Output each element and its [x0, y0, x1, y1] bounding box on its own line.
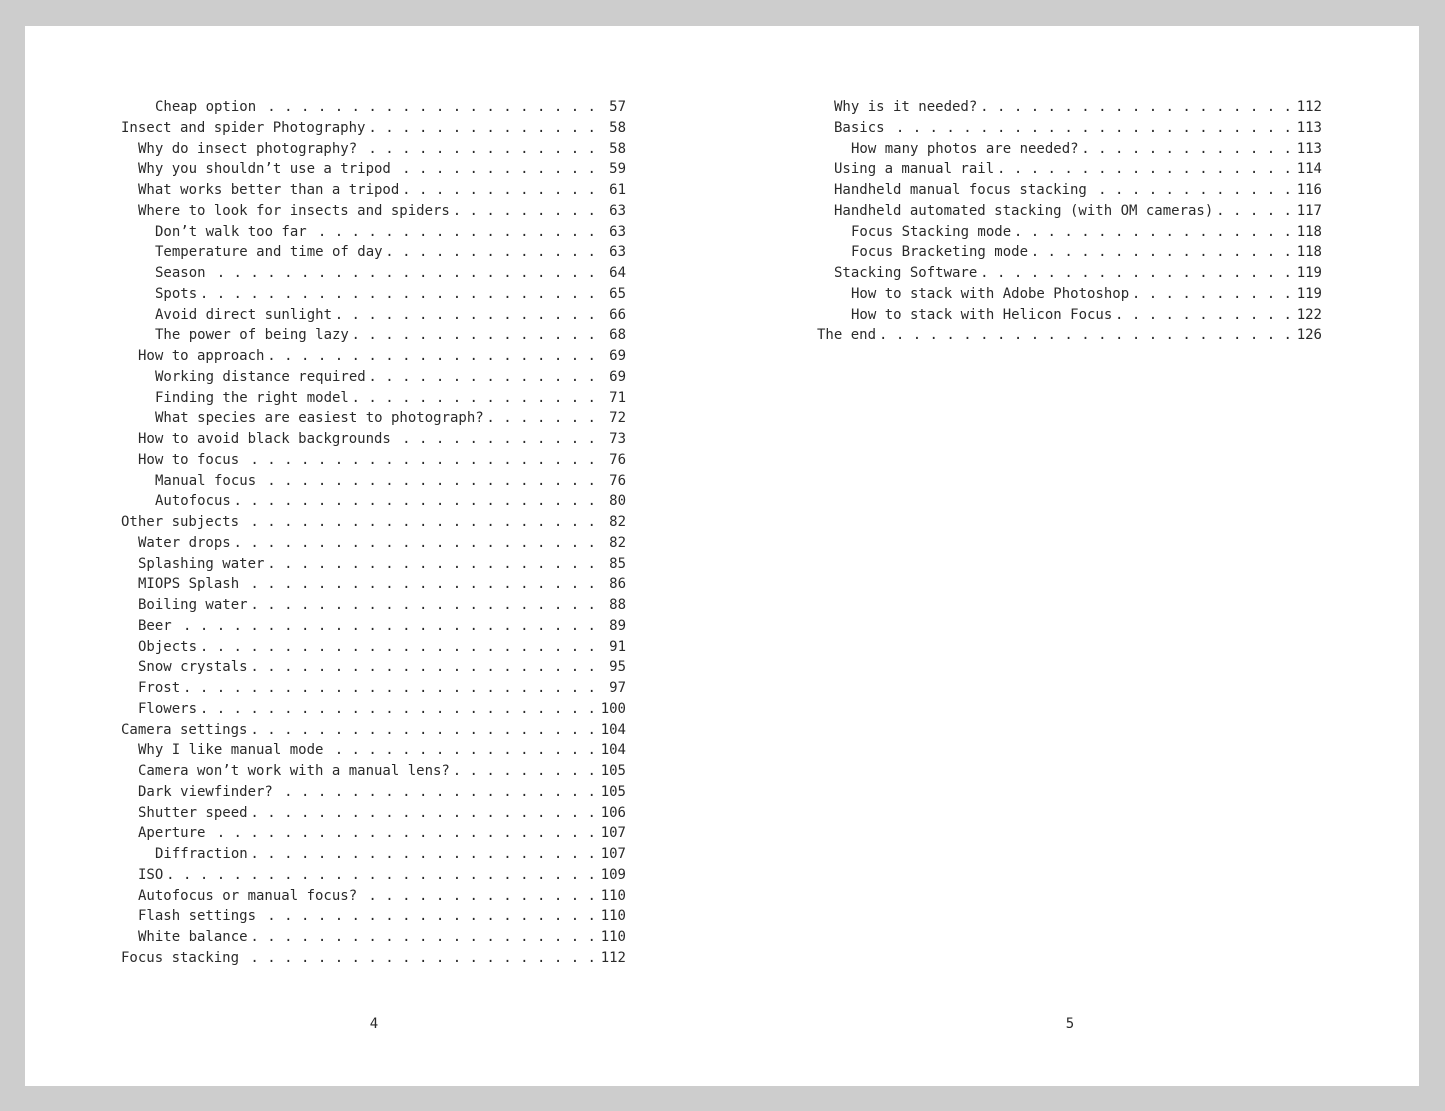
dot-leader [210, 263, 596, 284]
toc-entry-page-number: 97 [609, 680, 626, 696]
toc-entry-title: Manual focus [155, 472, 257, 489]
toc-entry-title: How to stack with Adobe Photoshop [851, 285, 1130, 302]
toc-entry-title: Other subjects [121, 514, 240, 530]
dot-leader [201, 699, 596, 720]
toc-entry [121, 574, 626, 595]
toc-entry [121, 844, 626, 865]
dot-leader [488, 408, 596, 429]
toc-entry [121, 823, 626, 844]
dot-leader [252, 657, 596, 678]
toc-entry-title: Flowers [138, 700, 198, 717]
dot-leader [235, 533, 596, 554]
toc-entry [121, 906, 626, 927]
toc-entry-title: Why is it needed? [834, 99, 978, 115]
toc-entry-page-number: 64 [609, 265, 626, 281]
toc-entry-page-number: 100 [600, 700, 626, 717]
toc-entry-page-number: 126 [1296, 327, 1322, 344]
page-number-right: 5 [1065, 1016, 1075, 1032]
toc-entry [121, 367, 626, 388]
toc-entry-page-number: 69 [609, 348, 626, 364]
toc-entry-page-number: 113 [1296, 119, 1322, 136]
dot-leader [243, 450, 596, 471]
toc-entry-title: The power of being lazy [155, 327, 349, 344]
toc-entry-page-number: 57 [609, 99, 626, 115]
toc-entry [121, 242, 626, 263]
toc-entry-title: Focus Bracketing mode [851, 244, 1029, 261]
toc-entry-title: Basics [834, 119, 885, 136]
toc-entry-title: ISO [138, 866, 164, 883]
toc-entry-title: How to focus [138, 451, 240, 468]
toc-entry [817, 284, 1322, 305]
toc-entry [121, 450, 626, 471]
toc-entry-title: Why do insect photography? [138, 140, 358, 157]
toc-entry [121, 740, 626, 761]
toc-entry [121, 637, 626, 658]
toc-entry [817, 201, 1322, 222]
toc-entry-title: Focus stacking [121, 949, 240, 966]
toc-entry-title: Camera won’t work with a manual lens? [138, 763, 450, 779]
toc-entry-page-number: 76 [609, 472, 626, 489]
toc-entry-page-number: 88 [609, 597, 626, 613]
toc-entry-title: Spots [155, 285, 198, 302]
toc-entry [121, 865, 626, 886]
dot-leader [252, 803, 596, 824]
toc-entry-title: What works better than a tripod [138, 182, 400, 198]
toc-entry-page-number: 105 [600, 783, 626, 800]
dot-leader [327, 740, 596, 761]
toc-entry-title: Don’t walk too far [155, 223, 307, 240]
dot-leader [889, 118, 1292, 139]
toc-entry-page-number: 68 [609, 327, 626, 344]
toc-entry [817, 180, 1322, 201]
toc-entry [121, 595, 626, 616]
toc-entry [121, 159, 626, 180]
toc-entry [121, 699, 626, 720]
dot-leader [243, 512, 596, 533]
dot-leader [981, 97, 1292, 118]
dot-leader [353, 325, 596, 346]
toc-entry-title: Water drops [138, 534, 231, 551]
toc-entry-page-number: 107 [600, 846, 626, 862]
toc-entry-page-number: 85 [609, 555, 626, 572]
toc-entry-page-number: 63 [609, 202, 626, 219]
toc-entry [817, 263, 1322, 284]
toc-entry-title: The end [817, 327, 877, 344]
toc-entry-title: Boiling water [138, 597, 248, 613]
toc-entry [817, 222, 1322, 243]
toc-entry [121, 118, 626, 139]
book-spread [25, 26, 1419, 1086]
dot-leader [880, 325, 1292, 346]
toc-entry [121, 616, 626, 637]
dot-leader [395, 159, 596, 180]
toc-entry [121, 284, 626, 305]
toc-entry-page-number: 71 [609, 389, 626, 406]
toc-entry-page-number: 73 [609, 431, 626, 447]
toc-entry-title: How to approach [138, 348, 265, 364]
toc-entry-page-number: 112 [1296, 99, 1322, 115]
dot-leader [260, 471, 596, 492]
toc-entry [121, 657, 626, 678]
toc-entry-page-number: 110 [600, 908, 626, 925]
dot-leader [361, 886, 596, 907]
toc-entry [121, 782, 626, 803]
toc-entry-page-number: 116 [1296, 182, 1322, 198]
dot-leader [251, 720, 596, 741]
toc-entry-title: Autofocus [155, 493, 231, 510]
toc-entry [121, 554, 626, 575]
toc-entry-page-number: 66 [609, 306, 626, 323]
toc-entry [817, 242, 1322, 263]
dot-leader [370, 367, 596, 388]
toc-entry-page-number: 112 [600, 949, 626, 966]
toc-entry-page-number: 58 [609, 119, 626, 136]
toc-entry-page-number: 118 [1296, 244, 1322, 261]
toc-entry-page-number: 82 [609, 534, 626, 551]
dot-leader [1083, 139, 1292, 160]
dot-leader [998, 159, 1292, 180]
toc-entry-title: How to avoid black backgrounds [138, 431, 391, 447]
toc-entry-page-number: 105 [600, 763, 626, 779]
toc-entry-page-number: 117 [1296, 202, 1322, 219]
toc-entry [121, 408, 626, 429]
dot-leader [1091, 180, 1292, 201]
dot-leader [260, 97, 596, 118]
dot-leader [268, 346, 596, 367]
toc-entry-page-number: 119 [1296, 265, 1322, 281]
toc-entry [121, 346, 626, 367]
toc-entry-title: White balance [138, 929, 248, 945]
dot-leader [1032, 242, 1292, 263]
toc-entry [121, 512, 626, 533]
dot-leader [454, 201, 596, 222]
dot-leader [395, 429, 596, 450]
dot-leader [1217, 201, 1292, 222]
page-number-left: 4 [369, 1016, 379, 1032]
toc-entry [121, 761, 626, 782]
toc-entry-title: Camera settings [121, 721, 248, 738]
dot-leader [252, 595, 596, 616]
toc-entry [121, 325, 626, 346]
toc-entry-page-number: 119 [1296, 285, 1322, 302]
toc-entry-title: Handheld manual focus stacking [834, 182, 1087, 198]
dot-leader [167, 865, 596, 886]
dot-leader [243, 574, 596, 595]
toc-entry [121, 491, 626, 512]
toc-entry [121, 263, 626, 284]
dot-leader [1015, 222, 1292, 243]
toc-entry-page-number: 76 [609, 451, 626, 468]
toc-entry-page-number: 69 [609, 368, 626, 385]
dot-leader [403, 180, 596, 201]
dot-leader [981, 263, 1292, 284]
toc-entry-page-number: 58 [609, 140, 626, 157]
toc-entry-title: Snow crystals [138, 659, 248, 676]
toc-entry-title: Stacking Software [834, 265, 978, 281]
toc-right-page [817, 97, 1322, 346]
dot-leader [235, 491, 596, 512]
toc-entry-page-number: 86 [609, 576, 626, 593]
dot-leader [201, 637, 596, 658]
toc-entry-page-number: 110 [600, 929, 626, 945]
toc-entry [121, 201, 626, 222]
toc-entry [121, 305, 626, 326]
dot-leader [243, 948, 596, 969]
toc-entry-title: Beer [138, 617, 172, 634]
toc-entry-page-number: 122 [1296, 306, 1322, 323]
toc-entry [121, 388, 626, 409]
toc-entry-page-number: 82 [609, 514, 626, 530]
toc-entry-title: Splashing water [138, 555, 265, 572]
toc-entry [121, 720, 626, 741]
toc-entry [817, 97, 1322, 118]
dot-leader [336, 305, 596, 326]
toc-entry-page-number: 118 [1296, 223, 1322, 240]
toc-entry-page-number: 80 [609, 493, 626, 510]
toc-entry-title: Avoid direct sunlight [155, 306, 333, 323]
dot-leader [252, 844, 596, 865]
dot-leader [268, 554, 596, 575]
toc-entry-page-number: 110 [600, 887, 626, 904]
toc-entry-title: Diffraction [155, 846, 248, 862]
toc-entry [121, 97, 626, 118]
toc-entry-title: Aperture [138, 825, 206, 842]
toc-entry-title: Handheld automated stacking (with OM cameras) [834, 202, 1214, 219]
toc-entry-title: Frost [138, 680, 181, 696]
toc-entry-title: Why I like manual mode [138, 742, 324, 759]
toc-entry [121, 803, 626, 824]
dot-leader [252, 927, 596, 948]
toc-entry [121, 886, 626, 907]
toc-entry [121, 948, 626, 969]
toc-entry-title: Insect and spider Photography [121, 119, 366, 136]
toc-entry [121, 429, 626, 450]
toc-entry-page-number: 104 [600, 721, 626, 738]
dot-leader [1133, 284, 1292, 305]
toc-entry-page-number: 59 [609, 161, 626, 178]
toc-entry-title: What species are easiest to photograph? [155, 410, 484, 427]
toc-entry-page-number: 95 [609, 659, 626, 676]
toc-entry-title: Season [155, 265, 206, 281]
toc-entry [121, 533, 626, 554]
toc-entry [121, 471, 626, 492]
toc-entry-title: Working distance required [155, 368, 366, 385]
toc-entry [121, 678, 626, 699]
toc-entry-page-number: 72 [609, 410, 626, 427]
toc-entry [817, 139, 1322, 160]
toc-entry-title: Why you shouldn’t use a tripod [138, 161, 391, 178]
toc-entry-title: Autofocus or manual focus? [138, 887, 358, 904]
toc-entry-page-number: 104 [600, 742, 626, 759]
toc-entry-title: Where to look for insects and spiders [138, 202, 450, 219]
toc-entry [817, 118, 1322, 139]
toc-entry-title: Dark viewfinder? [138, 783, 273, 800]
toc-entry-title: Finding the right model [155, 389, 349, 406]
toc-entry-page-number: 65 [609, 285, 626, 302]
dot-leader [1116, 305, 1292, 326]
dot-leader [454, 761, 596, 782]
toc-entry-page-number: 89 [609, 617, 626, 634]
toc-entry [817, 305, 1322, 326]
toc-entry-page-number: 106 [600, 804, 626, 821]
toc-entry [121, 139, 626, 160]
toc-left-page [121, 97, 626, 969]
toc-entry-title: Focus Stacking mode [851, 223, 1012, 240]
toc-entry-page-number: 91 [609, 638, 626, 655]
dot-leader [209, 823, 596, 844]
toc-entry [121, 180, 626, 201]
toc-entry-page-number: 113 [1296, 140, 1322, 157]
toc-entry-page-number: 109 [600, 866, 626, 883]
toc-entry-page-number: 63 [609, 244, 626, 261]
toc-entry-page-number: 61 [609, 182, 626, 198]
toc-entry-title: MIOPS Splash [138, 576, 240, 593]
toc-entry [121, 927, 626, 948]
toc-entry-title: How many photos are needed? [851, 140, 1079, 157]
toc-entry [817, 325, 1322, 346]
toc-entry-title: Objects [138, 638, 198, 655]
dot-leader [277, 782, 596, 803]
toc-entry-title: Temperature and time of day [155, 244, 383, 261]
dot-leader [176, 616, 596, 637]
toc-entry [817, 159, 1322, 180]
toc-entry-title: Shutter speed [138, 804, 248, 821]
dot-leader [387, 242, 596, 263]
toc-entry-title: How to stack with Helicon Focus [851, 306, 1113, 323]
dot-leader [369, 118, 596, 139]
dot-leader [184, 678, 596, 699]
toc-entry-title: Using a manual rail [834, 161, 995, 178]
toc-entry-page-number: 107 [600, 825, 626, 842]
dot-leader [201, 284, 596, 305]
toc-entry-page-number: 114 [1296, 161, 1322, 178]
toc-entry-title: Cheap option [155, 99, 257, 115]
dot-leader [260, 906, 596, 927]
toc-entry [121, 222, 626, 243]
toc-entry-page-number: 63 [609, 223, 626, 240]
dot-leader [361, 139, 596, 160]
toc-entry-title: Flash settings [138, 908, 257, 925]
dot-leader [311, 222, 596, 243]
dot-leader [353, 388, 596, 409]
